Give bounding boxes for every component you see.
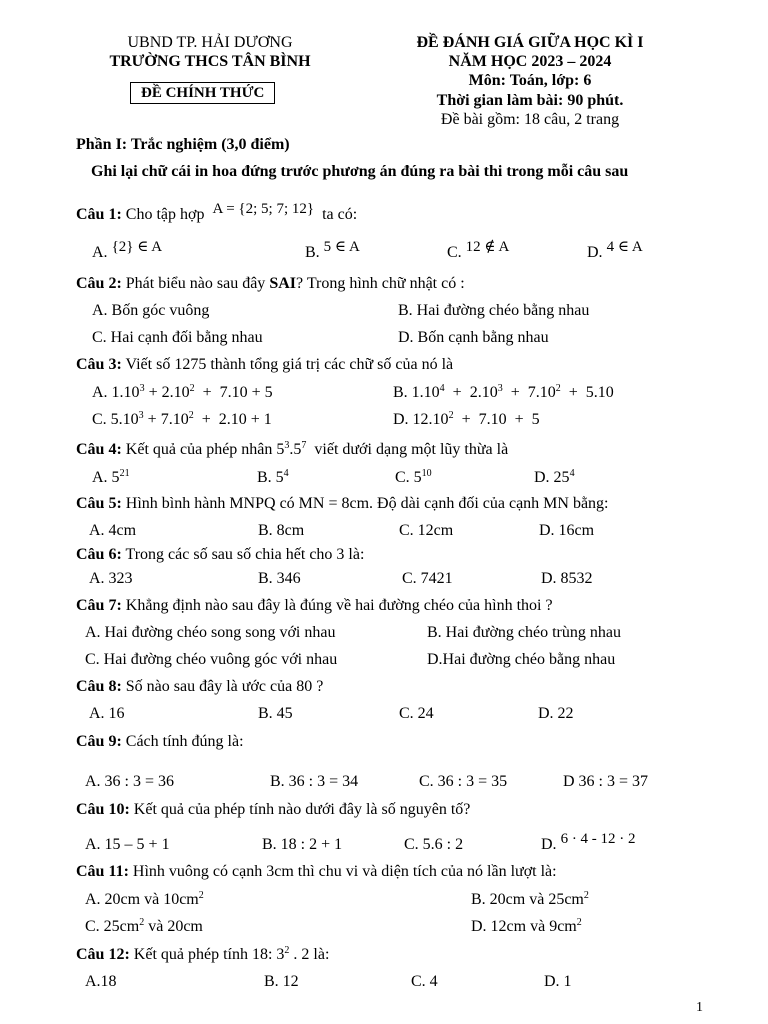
q10-option-c: C. 5.6 : 2 bbox=[404, 836, 464, 853]
question-2: Câu 2: Phát biểu nào sau đây SAI? Trong hình chữ nhật có : bbox=[76, 275, 465, 292]
header-authority: UBND TP. HẢI DƯƠNG bbox=[127, 34, 293, 51]
question-1 bbox=[76, 201, 358, 224]
q9-option-a: A. 36 : 3 = 36 bbox=[85, 773, 175, 790]
q5-option-c: C. 12cm bbox=[399, 522, 454, 539]
exam-title: ĐỀ ĐÁNH GIÁ GIỮA HỌC KÌ I bbox=[416, 34, 644, 51]
q11-option-c: C. $25cm^2$ và 20cm bbox=[85, 917, 203, 935]
q5-option-d: D. 16cm bbox=[539, 522, 595, 539]
q7-option-c: C. Hai đường chéo vuông góc với nhau bbox=[85, 651, 338, 668]
q3-option-a: A. $1.10^3 + 2.10^2 + 7.10 + 5$ bbox=[92, 383, 273, 401]
q6-option-c: C. 7421 bbox=[402, 570, 453, 587]
q11-option-d: D. 12cm và $9cm^2$ bbox=[471, 917, 582, 935]
question-label: Câu 1: bbox=[76, 206, 122, 223]
q4-option-c: C. $5^{10}$ bbox=[395, 468, 432, 486]
q10-option-a: A. 15 – 5 + 1 bbox=[85, 836, 170, 853]
header-left bbox=[60, 33, 360, 71]
q8-option-c: C. 24 bbox=[399, 705, 434, 722]
question-12: Câu 12: Kết quả phép tính 18: $3^2$ . 2 là: bbox=[76, 945, 330, 963]
q6-option-d: D. 8532 bbox=[541, 570, 593, 587]
q8-option-a: A. 16 bbox=[89, 705, 125, 722]
q3-option-d: D. 12.10$^2$ + 7.10 + 5 bbox=[393, 410, 540, 428]
q5-option-b: B. 8cm bbox=[258, 522, 305, 539]
page-count: Đề bài gồm: 18 câu, 2 trang bbox=[440, 110, 620, 128]
q1-option-c: C. 12 ∉ A bbox=[447, 239, 510, 261]
header-right bbox=[380, 33, 680, 129]
page-number: 1 bbox=[696, 1000, 703, 1015]
question-5: Câu 5: Hình bình hành MNPQ có MN = 8cm. Độ dài cạnh đối của cạnh MN bằng: bbox=[76, 495, 609, 512]
q7-option-b: B. Hai đường chéo trùng nhau bbox=[427, 624, 621, 641]
q12-option-c: C. 4 bbox=[411, 973, 438, 990]
header-school: TRƯỜNG THCS TÂN BÌNH bbox=[109, 53, 311, 71]
q2-option-a: A. Bốn góc vuông bbox=[92, 302, 210, 319]
q9-option-d: D 36 : 3 = 37 bbox=[563, 773, 649, 790]
official-label: ĐỀ CHÍNH THỨC bbox=[130, 82, 275, 104]
question-11: Câu 11: Hình vuông có cạnh 3cm thì chu vi và diện tích của nó lần lượt là: bbox=[76, 863, 557, 880]
question-4: Câu 4: Kết quả của phép nhân $5^3.5^7$ viết dưới dạng một lũy thừa là bbox=[76, 440, 509, 458]
q12-option-a: A.18 bbox=[85, 973, 117, 990]
q2-option-d: D. Bốn cạnh bằng nhau bbox=[398, 329, 549, 346]
q8-option-d: D. 22 bbox=[538, 705, 574, 722]
q1-option-d: D. 4 ∈ A bbox=[587, 239, 643, 261]
official-box bbox=[130, 83, 275, 102]
q7-option-d: D.Hai đường chéo bằng nhau bbox=[427, 651, 616, 668]
q4-option-a: A. $5^{21}$ bbox=[92, 468, 130, 486]
part-title: Phần I: Trắc nghiệm (3,0 điểm) bbox=[76, 136, 290, 153]
question-7: Câu 7: Khẳng định nào sau đây là đúng về hai đường chéo của hình thoi ? bbox=[76, 597, 553, 614]
q12-option-b: B. 12 bbox=[264, 973, 299, 990]
q7-option-a: A. Hai đường chéo song song với nhau bbox=[85, 624, 336, 641]
set-notation: A = {2; 5; 7; 12} bbox=[212, 201, 315, 217]
question-6: Câu 6: Trong các số sau số chia hết cho 3 là: bbox=[76, 546, 365, 563]
q3-option-b: B. 1.10$^4$ + 2.10$^3$ + 7.10$^2$ + 5.10 bbox=[393, 383, 614, 401]
duration: Thời gian làm bài: 90 phút. bbox=[436, 91, 624, 109]
q2-option-c: C. Hai cạnh đối bằng nhau bbox=[92, 329, 263, 346]
question-8: Câu 8: Số nào sau đây là ước của 80 ? bbox=[76, 678, 324, 695]
question-3: Câu 3: Viết số 1275 thành tổng giá trị các chữ số của nó là bbox=[76, 356, 454, 373]
q5-option-a: A. 4cm bbox=[89, 522, 137, 539]
q4-option-b: B. $5^4$ bbox=[257, 468, 289, 486]
q12-option-d: D. 1 bbox=[544, 973, 572, 990]
q2-option-b: B. Hai đường chéo bằng nhau bbox=[398, 302, 590, 319]
instruction: Ghi lại chữ cái in hoa đứng trước phương án đúng ra bài thi trong mỗi câu sau bbox=[91, 163, 629, 180]
q10-option-d: D. 6 · 4 - 12 · 2 bbox=[541, 831, 636, 853]
school-year: NĂM HỌC 2023 – 2024 bbox=[448, 53, 612, 71]
q6-option-a: A. 323 bbox=[89, 570, 133, 587]
question-text-tail: ta có: bbox=[322, 206, 358, 223]
subject: Môn: Toán, lớp: 6 bbox=[468, 72, 592, 90]
q10-option-b: B. 18 : 2 + 1 bbox=[262, 836, 343, 853]
q9-option-c: C. 36 : 3 = 35 bbox=[419, 773, 508, 790]
q1-option-a: A. {2} ∈ A bbox=[92, 239, 163, 261]
q3-option-c: C. $5.10^3 + 7.10^2 + 2.10 + 1$ bbox=[92, 410, 272, 428]
q6-option-b: B. 346 bbox=[258, 570, 301, 587]
q9-option-b: B. 36 : 3 = 34 bbox=[270, 773, 359, 790]
q4-option-d: D. $25^4$ bbox=[534, 468, 575, 486]
q1-option-b: B. 5 ∈ A bbox=[305, 239, 360, 261]
q11-option-b: B. 20cm và $25cm^2$ bbox=[471, 890, 589, 908]
question-text: Cho tập hợp bbox=[125, 206, 205, 223]
q8-option-b: B. 45 bbox=[258, 705, 293, 722]
question-10: Câu 10: Kết quả của phép tính nào dưới đây là số nguyên tố? bbox=[76, 801, 471, 818]
q11-option-a: A. 20cm và $10cm^2$ bbox=[85, 890, 204, 908]
question-9: Câu 9: Cách tính đúng là: bbox=[76, 733, 244, 750]
